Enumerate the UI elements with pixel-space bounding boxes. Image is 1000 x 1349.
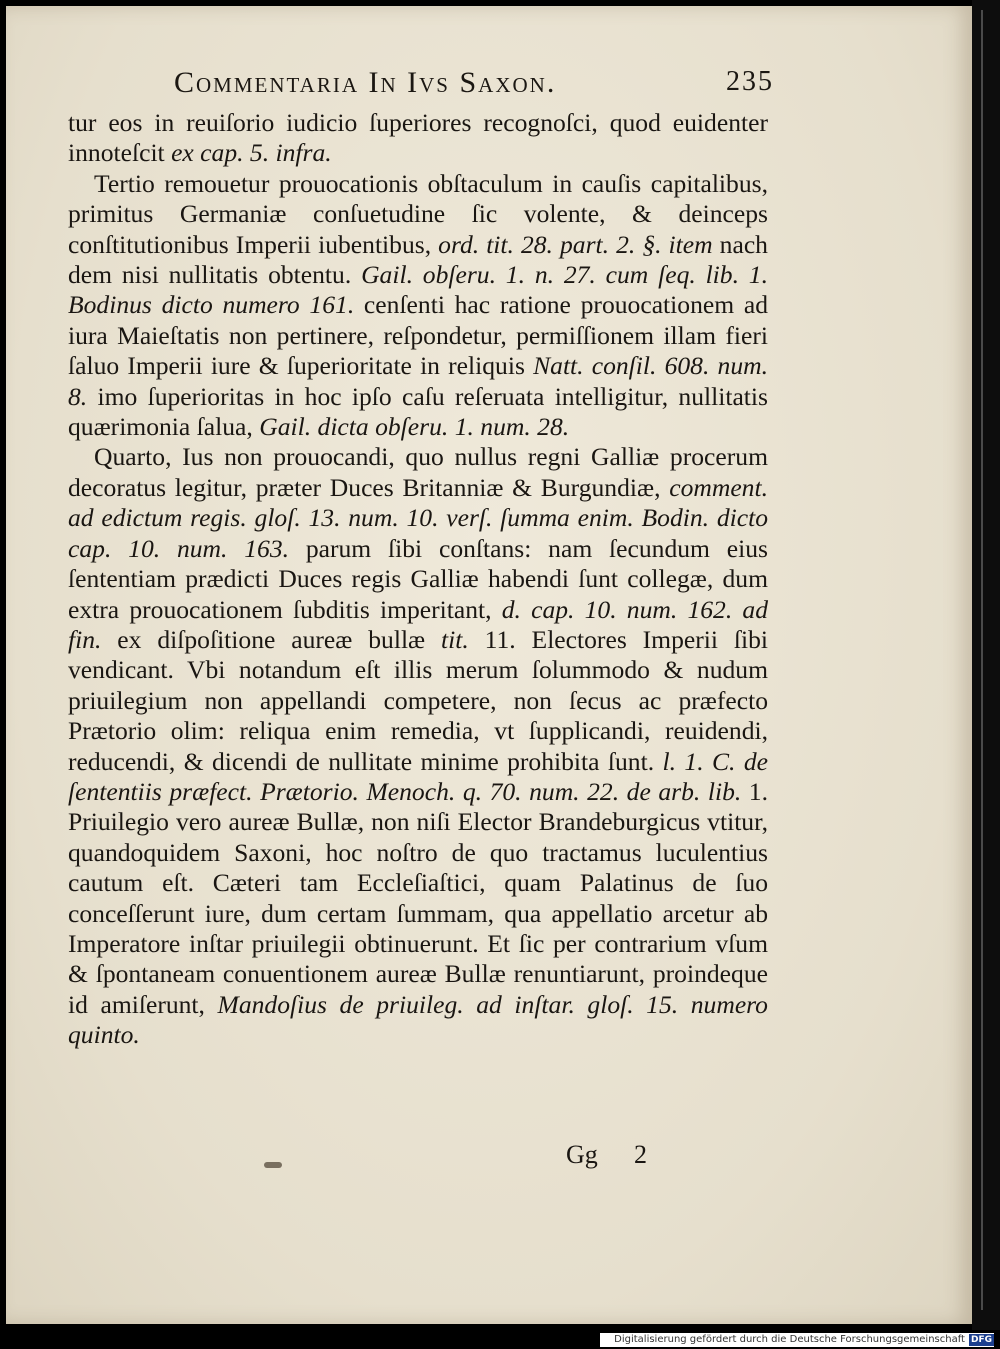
- paragraph: [68, 169, 768, 443]
- running-header: [174, 66, 774, 106]
- paragraph-text: 1. Priuilegio vero aureæ Bullæ, non niſi Elector Brandeburgicus vtitur, quandoquidem Saxoni, hoc noſtro de quo tractamus luculentius cautum eſt. Cæteri tam Eccleſiaſtici, quam Palatinus de ſuo conceſſerunt iure, dum certam ſummam, qua appellatio arcetur ab Imperatore inſtar priuilegii obtinuerunt. Et ſic per contrarium vſum & ſpontaneam conuentionem aureæ Bullæ renuntiarunt, proindeque id amiſerunt,: [68, 776, 769, 1019]
- paragraph-text: imo ſuperioritas in hoc ipſo caſu reſeruata intelligitur, nullitatis quærimonia ſalua,: [68, 381, 768, 442]
- header-title: Commentaria In Ivs Saxon.: [174, 66, 557, 99]
- citation-text: Natt. conſil. 608. num. 8.: [68, 351, 768, 411]
- scan-edge: [972, 0, 1000, 1330]
- signature-letters: Gg: [566, 1140, 598, 1169]
- paragraph-text: ex diſpoſitione aureæ bullæ: [101, 624, 442, 654]
- scan-edge-line: [981, 10, 983, 1310]
- ink-smudge: [264, 1162, 282, 1168]
- citation-text: d. cap. 10. num. 162. ad fin.: [68, 594, 768, 654]
- digitization-credit: [600, 1333, 994, 1347]
- citation-text: l. 1. C. de ſententiis præfect. Prætorio. Menoch. q. 70. num. 22. de arb. lib.: [68, 746, 769, 806]
- paragraph-text: tur eos in reuiſorio iudicio ſuperiores recognoſci, quod euidenter innoteſcit: [68, 108, 768, 168]
- paragraph: [68, 108, 768, 169]
- body-text: [68, 108, 768, 1051]
- citation-text: Mandoſius de priuileg. ad inſtar. gloſ. 15. numero quinto.: [68, 989, 768, 1050]
- citation-text: Gail. dicta obſeru. 1. num. 28.: [259, 412, 570, 442]
- signature-number: 2: [634, 1140, 647, 1169]
- citation-text: comment. ad edictum regis. gloſ. 13. num. 10. verſ. ſumma enim. Bodin. dicto cap. 10. num. 163.: [68, 472, 768, 563]
- paragraph: [68, 442, 768, 1050]
- citation-text: ex cap. 5. infra.: [171, 138, 332, 168]
- citation-text: Gail. obſeru. 1. n. 27. cum ſeq. lib. 1. Bodinus dicto numero 161.: [68, 260, 769, 320]
- citation-text: ord. tit. 28. part. 2. §. item: [438, 229, 713, 259]
- paragraph-text: cenſenti hac ratione prouocationem ad iura Maieſtatis non pertinere, reſpondetur, permiſſionem illam fieri ſaluo Imperii iure & ſuperioritate in reliquis: [68, 290, 768, 381]
- credit-text: Digitalisierung gefördert durch die Deutsche Forschungsgemeinschaft: [614, 1334, 965, 1345]
- paragraph-text: nach dem nisi nullitatis obtentu.: [68, 229, 768, 290]
- paragraph-text: parum ſibi conſtans: nam ſecundum eius ſententiam prædicti Duces regis Galliæ habendi ſunt collegæ, dum extra prouocationem ſubditis imperitant,: [68, 533, 768, 624]
- paragraph-text: Tertio remouetur prouocationis obſtaculum in cauſis capitalibus, primitus Germaniæ conſuetudine ſic volente, & deinceps conſtitutionibus Imperii iubentibus,: [68, 168, 768, 259]
- dfg-logo: DFG: [970, 1335, 992, 1345]
- paragraph-text: Quarto, Ius non prouocandi, quo nullus regni Galliæ procerum decoratus legitur, præter Duces Britanniæ & Burgundiæ,: [68, 442, 768, 502]
- page-number: 235: [726, 66, 774, 97]
- signature-mark: [566, 1140, 686, 1170]
- paragraph-text: 11. Electores Imperii ſibi vendicant. Vbi notandum eſt illis merum ſolummodo & nudum priuilegium non appellandi competere, non ſecus ac præfecto Prætorio olim: reliqua enim remedia, vt ſupplicandi, reuidendi, reducendi, & dicendi de nullitate minime prohibita ſunt.: [68, 624, 769, 776]
- book-page: [6, 6, 972, 1324]
- citation-text: tit.: [441, 624, 469, 654]
